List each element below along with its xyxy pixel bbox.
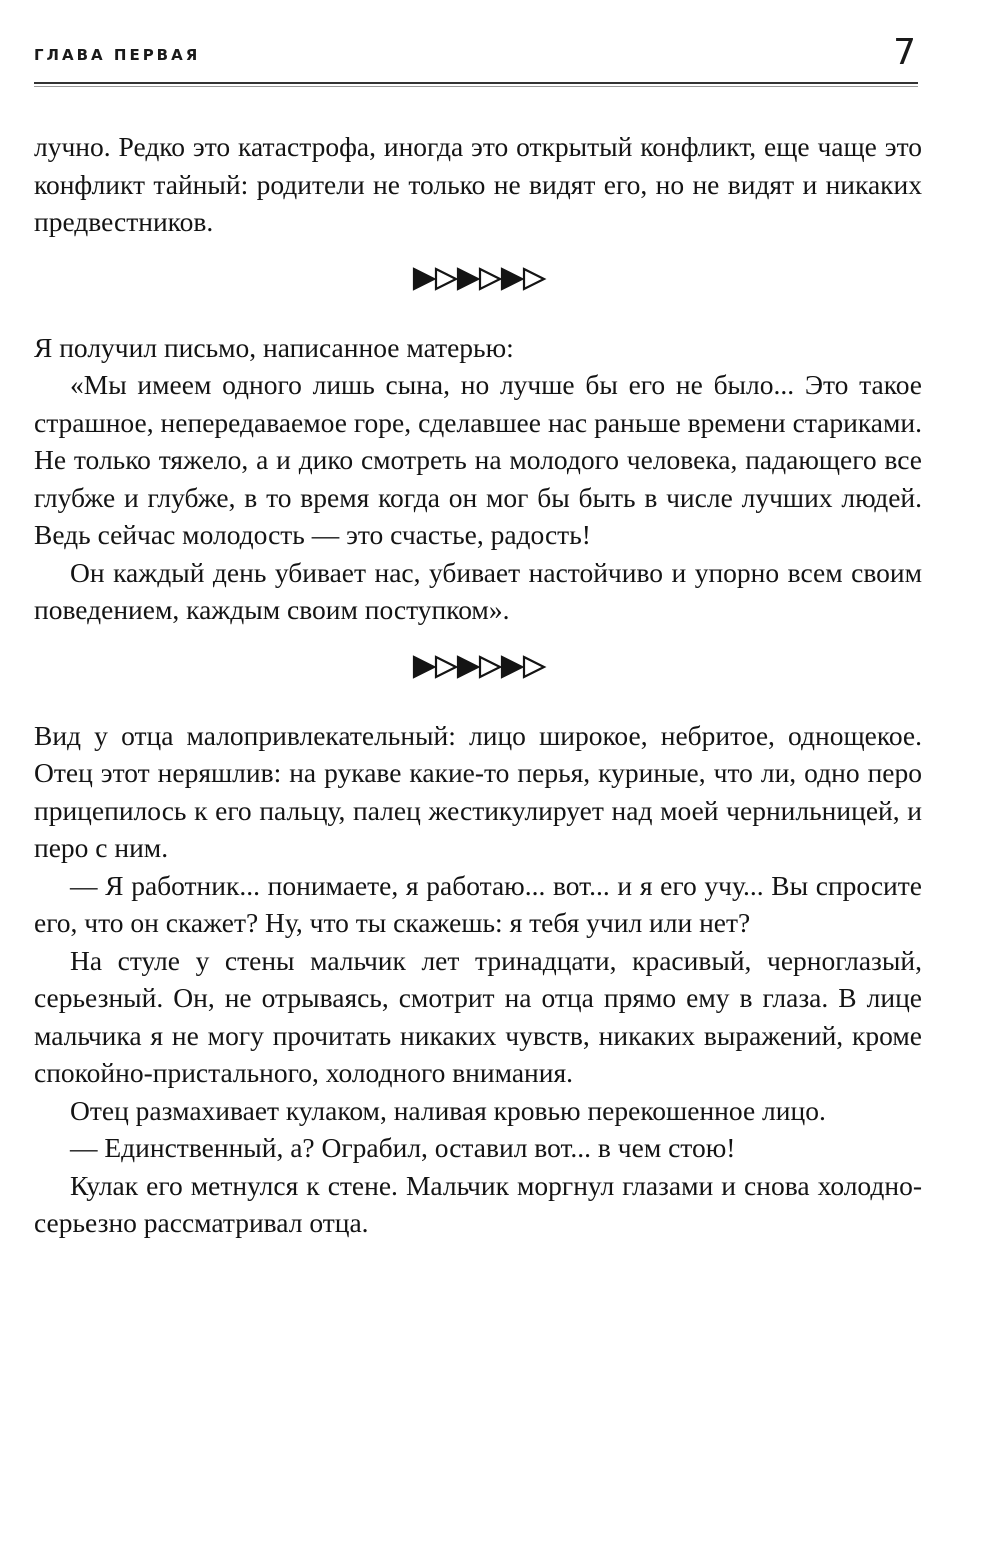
running-head: ГЛАВА ПЕРВАЯ	[34, 46, 201, 64]
arrow-ornament-icon	[408, 259, 548, 299]
page-number: 7	[893, 32, 916, 73]
page-header	[34, 34, 918, 90]
paragraph: Отец размахивает кулаком, наливая кровью перекошенное лицо.	[70, 1094, 826, 1126]
section-divider-ornament	[34, 647, 922, 699]
arrow-ornament-icon	[408, 647, 548, 687]
paragraph: На стуле у стены мальчик лет тринадцати, красивый, черноглазый, серьезный. Он, не отрываясь, смотрит на отца прямо ему в глаза. В лице мальчика я не могу прочитать никаких чувств, никаких выражений, кроме спокойно-пристального, холодного внимания.	[34, 944, 922, 1088]
paragraph: Кулак его метнулся к стене. Мальчик моргнул глазами и снова холодно-серьезно рассматривал отца.	[34, 1169, 922, 1238]
paragraph: Вид у отца малопривлекательный: лицо широкое, небритое, однощекое. Отец этот неряшлив: на рукаве какие-то перья, куриные, что ли, одно перо прицепилось к его пальцу, палец жестикулирует над моей чернильницей, и перо с ним.	[34, 719, 922, 863]
paragraph-letter-quote: «Мы имеем одного лишь сына, но лучше бы его не было... Это такое страшное, непередаваемое горе, сделавшее нас раньше времени стариками. Не только тяжело, а и дико смотреть на молодого человека, падающего все глубже и глубже, в то время когда он мог бы быть в числе лучших людей. Ведь сейчас молодость — это счастье, радость!	[34, 369, 922, 550]
paragraph-dialogue: — Я работник... понимаете, я работаю... вот... и я его учу... Вы спросите его, что он скажет? Ну, что ты скажешь: я тебя учил или нет?	[34, 869, 922, 938]
paragraph-letter-quote-end: Он каждый день убивает нас, убивает настойчиво и упорно всем своим поведением, каждым своим поступком».	[34, 556, 922, 625]
paragraph: Я получил письмо, написанное матерью:	[34, 331, 514, 363]
page-body	[34, 128, 922, 1242]
paragraph-continuation: лучно. Редко это катастрофа, иногда это открытый конфликт, еще чаще это конфликт тайный: родители не только не видят его, но не видят и никаких предвестников.	[34, 131, 922, 237]
header-rule	[34, 82, 918, 84]
section-divider-ornament	[34, 259, 922, 311]
header-rule-thin	[34, 86, 918, 87]
paragraph-dialogue: — Единственный, а? Ограбил, оставил вот... в чем стою!	[70, 1132, 736, 1163]
